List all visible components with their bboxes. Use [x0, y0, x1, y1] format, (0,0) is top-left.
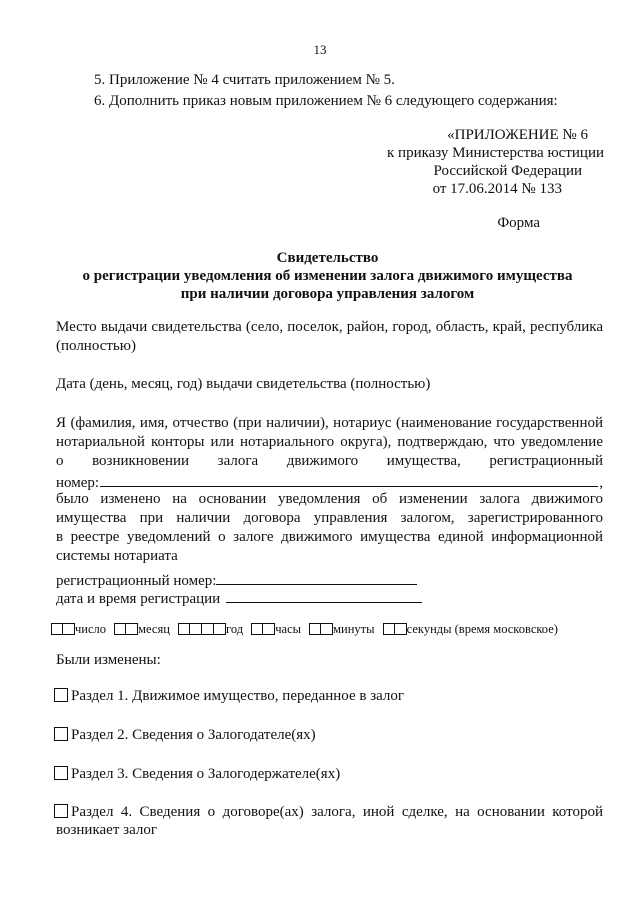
appendix-heading: «ПРИЛОЖЕНИЕ № 6: [447, 127, 588, 143]
digit-box[interactable]: [190, 623, 202, 635]
notary-line-3-word-3: залога: [217, 453, 259, 469]
section-3-label: Раздел 3. Сведения о Залогодержателе(ях): [71, 766, 341, 782]
section-3-row: [54, 764, 340, 784]
month-boxes[interactable]: [114, 620, 138, 639]
section-2-label: Раздел 2. Сведения о Залогодателе(ях): [71, 727, 316, 743]
notary-line-8: системы нотариата: [56, 548, 178, 564]
notary-line-3-word-6: регистрационный: [489, 453, 603, 469]
appendix-federation: Российской Федерации: [433, 163, 582, 179]
place-line-1: Место выдачи свидетельства (село, поселок, район, город, область, край, республика: [56, 319, 603, 335]
document-subtitle-1: о регистрации уведомления об изменении залога движимого имущества: [82, 268, 573, 284]
digit-box[interactable]: [383, 623, 395, 635]
reg-datetime-row: [56, 587, 422, 609]
place-line-2: (полностью): [56, 338, 136, 354]
page-number: 13: [313, 42, 327, 57]
section-3-checkbox[interactable]: [54, 766, 68, 780]
section-4-continuation: возникает залог: [56, 822, 157, 838]
hours-label: часы: [275, 622, 302, 636]
section-2-row: [54, 725, 316, 745]
section-4-label: Раздел 4. Сведения о договоре(ах) залога, иной сделке, на основании которой: [71, 804, 603, 820]
notary-line-3-word-1: о: [56, 453, 64, 469]
digit-box[interactable]: [214, 623, 226, 635]
reg-datetime-field[interactable]: [226, 587, 422, 603]
digit-box[interactable]: [321, 623, 333, 635]
section-1-label: Раздел 1. Движимое имущество, переданное в залог: [71, 688, 405, 704]
minutes-label: минуты: [333, 622, 375, 636]
digit-box[interactable]: [202, 623, 214, 635]
hours-boxes[interactable]: [251, 620, 275, 639]
notary-line-6: имущества при наличии договора управления залогом, зарегистрированного: [56, 510, 603, 526]
intro-line-6: 6. Дополнить приказ новым приложением № 6 следующего содержания:: [94, 93, 558, 109]
changed-label: Были изменены:: [56, 652, 161, 668]
reg-number-field[interactable]: [216, 569, 417, 585]
digit-box[interactable]: [395, 623, 407, 635]
notary-line-3-word-4: движимого: [286, 453, 359, 469]
intro-line-5: 5. Приложение № 4 считать приложением № 5.: [94, 72, 395, 88]
notice-number-field[interactable]: [100, 471, 598, 487]
digit-box[interactable]: [309, 623, 321, 635]
digit-box[interactable]: [251, 623, 263, 635]
digit-box[interactable]: [178, 623, 190, 635]
notary-line-3-word-5: имущества,: [386, 453, 461, 469]
minutes-boxes[interactable]: [309, 620, 333, 639]
notary-line-3: [56, 452, 603, 471]
seconds-label: секунды (время московское): [406, 622, 558, 636]
section-1-checkbox[interactable]: [54, 688, 68, 702]
section-4-checkbox[interactable]: [54, 804, 68, 818]
date-issue-line: Дата (день, месяц, год) выдачи свидетельства (полностью): [56, 376, 431, 392]
datetime-boxes-row: [51, 620, 563, 639]
year-label: год: [226, 622, 244, 636]
month-label: месяц: [138, 622, 170, 636]
appendix-date-number: от 17.06.2014 № 133: [432, 181, 562, 197]
digit-box[interactable]: [114, 623, 126, 635]
notary-line-4-comma: ,: [599, 475, 603, 491]
notary-line-7: в реестре уведомлений о залоге движимого имущества единой информационной: [56, 529, 603, 545]
day-label: число: [75, 622, 107, 636]
notary-line-2: нотариальной конторы или нотариального округа), подтверждаю, что уведомление: [56, 434, 603, 450]
section-2-checkbox[interactable]: [54, 727, 68, 741]
notary-line-3-word-2: возникновении: [92, 453, 190, 469]
document-subtitle-2: при наличии договора управления залогом: [180, 286, 475, 302]
reg-number-label: регистрационный номер:: [56, 573, 217, 589]
notary-line-1: Я (фамилия, имя, отчество (при наличии), нотариус (наименование государственной: [56, 415, 603, 431]
year-boxes[interactable]: [178, 620, 226, 639]
digit-box[interactable]: [51, 623, 63, 635]
section-1-row: [54, 686, 404, 706]
digit-box[interactable]: [63, 623, 75, 635]
notary-line-5: было изменено на основании уведомления об изменении залога движимого: [56, 491, 603, 507]
appendix-order-ref: к приказу Министерства юстиции: [387, 145, 604, 161]
document-title: Свидетельство: [276, 250, 379, 266]
digit-box[interactable]: [126, 623, 138, 635]
section-4-row: [54, 802, 603, 822]
form-label: Форма: [497, 215, 540, 231]
reg-number-label-inline: номер:: [56, 475, 100, 491]
reg-datetime-label: дата и время регистрации: [56, 591, 221, 607]
day-boxes[interactable]: [51, 620, 75, 639]
digit-box[interactable]: [263, 623, 275, 635]
seconds-boxes[interactable]: [383, 620, 407, 639]
